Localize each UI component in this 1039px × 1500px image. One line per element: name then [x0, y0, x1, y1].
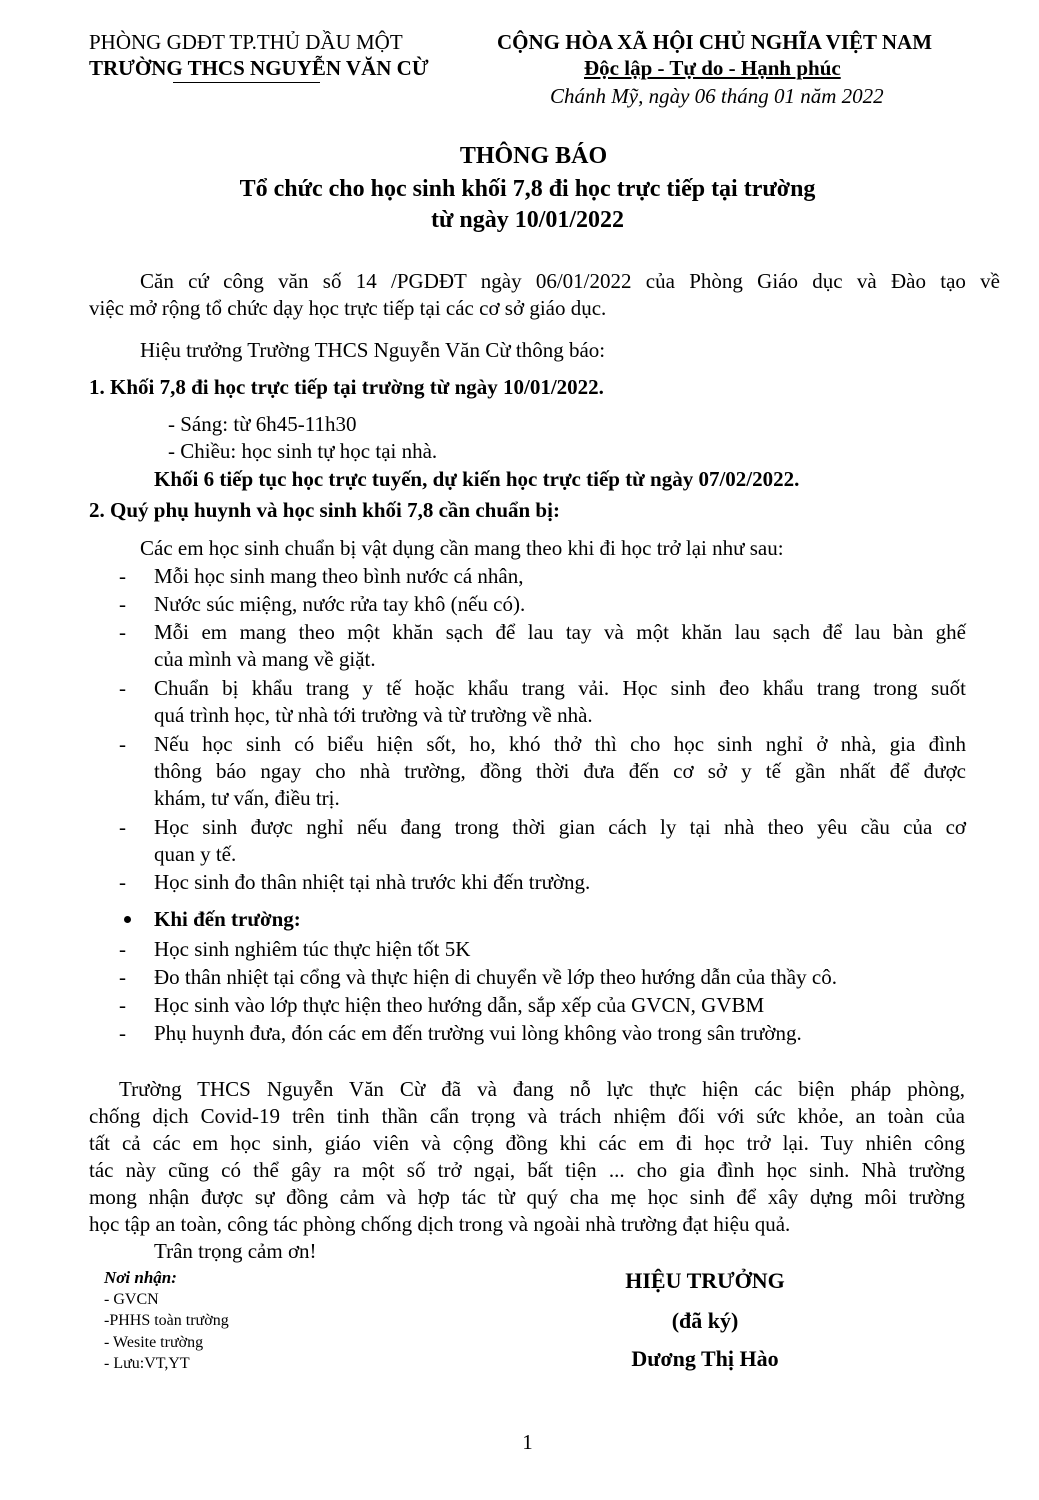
list-item: Chuẩn bị khẩu trang y tế hoặc khẩu trang vải. Học sinh đeo khẩu trang trong suốt [154, 676, 966, 700]
list-item: Mỗi em mang theo một khăn sạch để lau tay và một khăn lau sạch để lau bàn ghế [154, 620, 966, 644]
list-item: Mỗi học sinh mang theo bình nước cá nhân, [154, 564, 524, 588]
recipient-item: - Lưu:VT,YT [104, 1355, 190, 1372]
list-dash: - [119, 965, 126, 989]
page-number: 1 [522, 1430, 533, 1454]
list-dash: - [119, 732, 126, 756]
closing-line: mong nhận được sự đồng cảm và hợp tác từ quý cha mẹ học sinh để xây dựng môi trường [89, 1185, 965, 1209]
intro-principal-notice: Hiệu trưởng Trường THCS Nguyễn Văn Cừ thông báo: [140, 338, 606, 362]
document-subtitle-2: từ ngày 10/01/2022 [430, 207, 625, 233]
list-item-continued: quan y tế. [154, 842, 237, 866]
recipient-item: -PHHS toàn trường [104, 1312, 229, 1329]
list-dash: - [119, 564, 126, 588]
list-item: Học sinh đo thân nhiệt tại nhà trước khi đến trường. [154, 870, 591, 894]
motto: Độc lập - Tự do - Hạnh phúc [584, 56, 841, 80]
list-item-continued: khám, tư vấn, điều trị. [154, 786, 340, 810]
document-title: THÔNG BÁO [459, 143, 608, 169]
arrival-item: Phụ huynh đưa, đón các em đến trường vui lòng không vào trong sân trường. [154, 1021, 802, 1045]
morning-schedule: - Sáng: từ 6h45-11h30 [168, 412, 357, 436]
document-subtitle-1: Tổ chức cho học sinh khối 7,8 đi học trực tiếp tại trường [239, 176, 816, 202]
list-item: Nếu học sinh có biểu hiện sốt, ho, khó thở thì cho học sinh nghỉ ở nhà, gia đình [154, 732, 966, 756]
recipients-label: Nơi nhận: [104, 1268, 177, 1287]
list-dash: - [119, 676, 126, 700]
list-dash: - [119, 993, 126, 1017]
signature-title: HIỆU TRƯỞNG [625, 1268, 785, 1293]
list-dash: - [119, 592, 126, 616]
closing-line: Trường THCS Nguyễn Văn Cừ đã và đang nỗ lực thực hiện các biện pháp phòng, [119, 1077, 965, 1101]
afternoon-schedule: - Chiều: học sinh tự học tại nhà. [168, 439, 438, 463]
list-item-continued: của mình và mang về giặt. [154, 647, 376, 671]
list-item-continued: thông báo ngay cho nhà trường, đồng thời đưa đến cơ sở y tế gần nhất để được [154, 759, 966, 783]
closing-line: tất cả các em học sinh, giáo viên và cộng đồng khi các em đi học trở lại. Tuy nhiên công [89, 1131, 965, 1155]
list-item: Nước súc miệng, nước rửa tay khô (nếu có). [154, 592, 526, 616]
nation-title: CỘNG HÒA XÃ HỘI CHỦ NGHĨA VIỆT NAM [497, 30, 933, 54]
closing-line: chống dịch Covid-19 trên tinh thần cẩn trọng và trách nhiệm đối với sức khỏe, an toàn của [89, 1104, 965, 1128]
list-dash: - [119, 937, 126, 961]
school-underline [173, 82, 320, 83]
intro-paragraph-line-1: Căn cứ công văn số 14 /PGDĐT ngày 06/01/2022 của Phòng Giáo dục và Đào tạo về [140, 269, 1000, 293]
grade-6-notice: Khối 6 tiếp tục học trực tuyến, dự kiến học trực tiếp từ ngày 07/02/2022. [154, 467, 800, 491]
recipient-item: - GVCN [104, 1291, 159, 1308]
section-1-heading: 1. Khối 7,8 đi học trực tiếp tại trường từ ngày 10/01/2022. [89, 375, 604, 399]
list-dash: - [119, 815, 126, 839]
bullet-dot-icon [124, 916, 131, 923]
arrival-item: Học sinh vào lớp thực hiện theo hướng dẫn, sắp xếp của GVCN, GVBM [154, 993, 765, 1017]
closing-line: học tập an toàn, công tác phòng chống dịch trong và ngoài nhà trường đạt hiệu quả. [89, 1212, 791, 1236]
list-dash: - [119, 870, 126, 894]
arrival-heading: Khi đến trường: [154, 907, 301, 931]
list-item: Học sinh được nghỉ nếu đang trong thời gian cách ly tại nhà theo yêu cầu của cơ [154, 815, 966, 839]
list-item-continued: quá trình học, từ nhà tới trường và từ trường về nhà. [154, 703, 593, 727]
arrival-item: Đo thân nhiệt tại cổng và thực hiện di chuyển về lớp theo hướng dẫn của thầy cô. [154, 965, 837, 989]
section-2-lead: Các em học sinh chuẩn bị vật dụng cần mang theo khi đi học trở lại như sau: [140, 536, 784, 560]
department-name: PHÒNG GDĐT TP.THỦ DẦU MỘT [89, 30, 403, 54]
document-date: Chánh Mỹ, ngày 06 tháng 01 năm 2022 [550, 84, 884, 108]
list-dash: - [119, 620, 126, 644]
closing-line: tác này cũng có thể gây ra một số trở ngại, bất tiện ... cho gia đình học sinh. Nhà trường [89, 1158, 965, 1182]
section-2-heading: 2. Quý phụ huynh và học sinh khối 7,8 cần chuẩn bị: [89, 498, 560, 522]
arrival-item: Học sinh nghiêm túc thực hiện tốt 5K [154, 937, 471, 961]
recipient-item: - Wesite trường [104, 1334, 204, 1351]
signer-name: Dương Thị Hào [631, 1346, 779, 1371]
closing-thanks: Trân trọng cảm ơn! [154, 1239, 317, 1263]
list-dash: - [119, 1021, 126, 1045]
signature-status: (đã ký) [671, 1308, 739, 1333]
school-name: TRƯỜNG THCS NGUYỄN VĂN CỪ [89, 56, 429, 80]
intro-paragraph-line-2: việc mở rộng tổ chức dạy học trực tiếp tại các cơ sở giáo dục. [89, 296, 607, 320]
